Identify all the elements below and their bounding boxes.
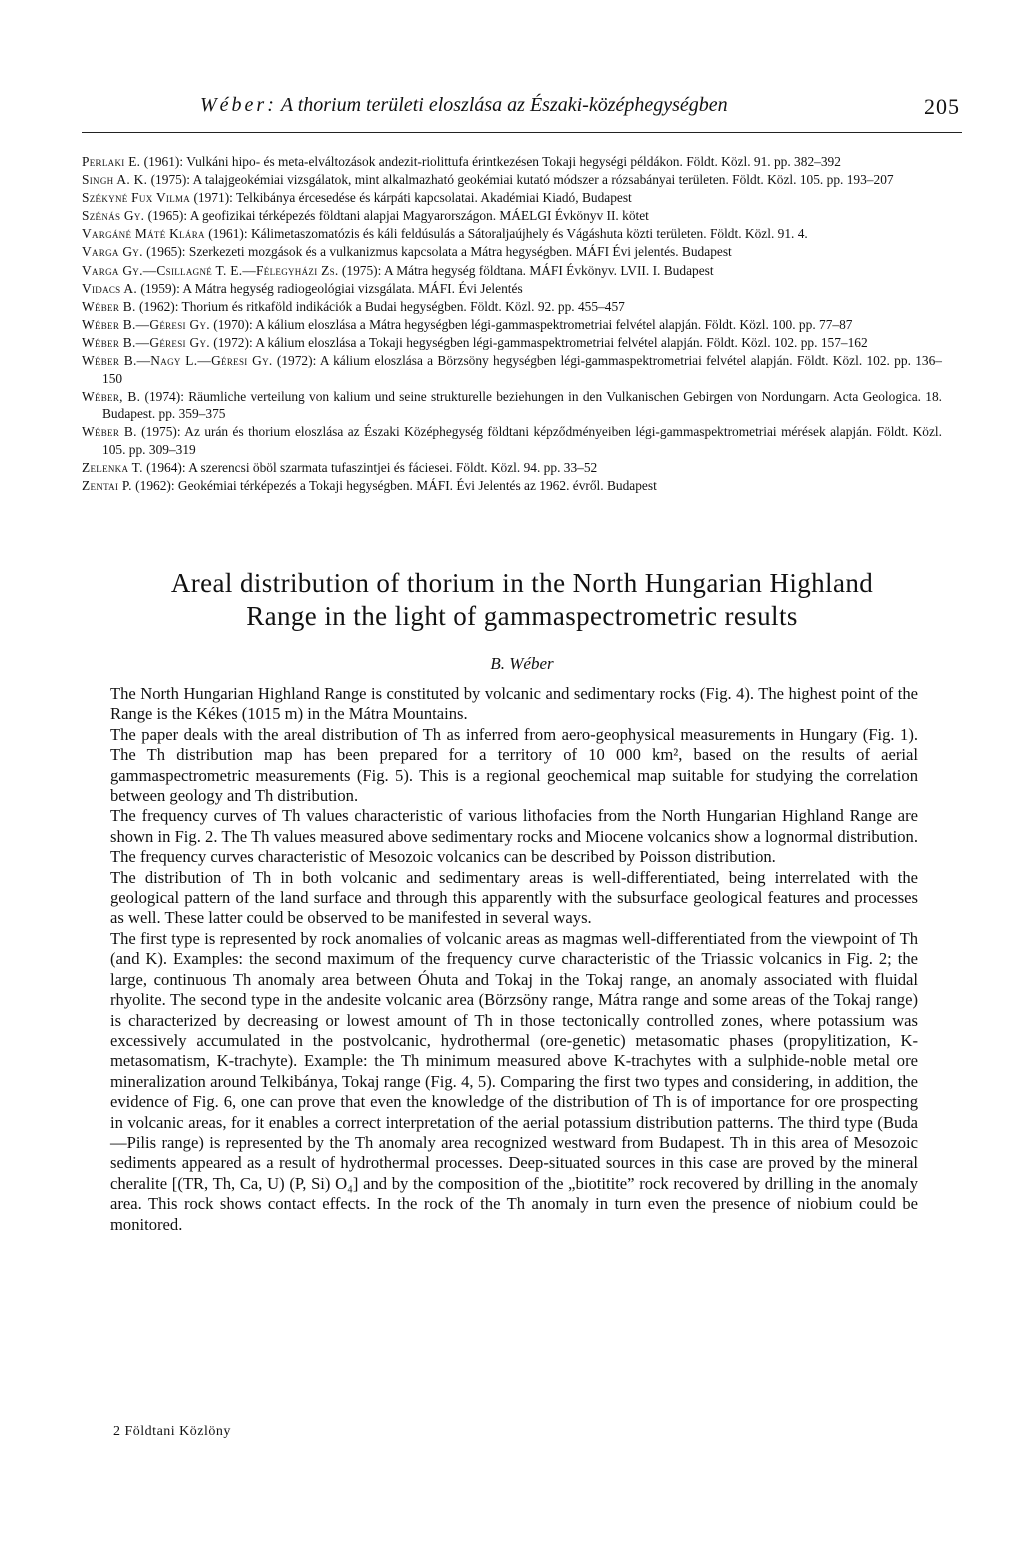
reference-entry <box>82 207 942 225</box>
page-number: 205 <box>924 94 960 119</box>
reference-entry <box>82 316 942 334</box>
reference-text: (1962): Geokémiai térképezés a Tokaji hegységben. MÁFI. Évi Jelentés az 1962. évről. Budapest <box>131 478 657 494</box>
reference-text: (1962): Thorium és ritkaföld indikációk a Budai hegységben. Földt. Közl. 92. pp. 455–457 <box>135 298 625 314</box>
reference-text: (1972): A kálium eloszlása a Börzsöny hegységben légi-gammaspektrometriai felvétel alapján. Földt. Közl. 102. pp. 136–150 <box>102 353 942 386</box>
reference-entry <box>82 262 942 280</box>
reference-entry <box>82 243 942 261</box>
summary-body <box>110 684 918 1235</box>
reference-author: Wéber B. <box>82 298 136 314</box>
body-paragraph: The first type is represented by rock anomalies of volcanic areas as magmas well-differentiated from the viewpoint of Th (and K). Examples: the second maximum of the frequency curve characteristic of the Triassic volcanics in Fig. 2; the large, continuous Th anomaly area between Óhuta and Tokaj in the Tokaj range, an anomaly associated with fluidal rhyolite. The second type in the andesite volcanic area (Börzsöny range, Mátra range and some areas of the Tokaj range) is characterized by decreasing or lowest amount of Th in those tectonically controlled zones, where potassium was excessively accumulated in the postvolcanic, hydrothermal (ore-genetic) metasomatic phases (propylitization, K-metasomatism, K-trachyte). Example: the Th minimum measured above K-trachytes with a sulphide-noble metal ore mineralization around Telkibánya, Tokaj range (Fig. 4, 5). Comparing the first two types and considering, in addition, the evidence of Fig. 6, one can prove that even the knowledge of the distribution of Th is of importance for ore prospecting in volcanic areas, for it enables a correct interpretation of the aerial potassium distribution patterns. The third type (Buda—Pilis range) is represented by the Th anomaly area recognized westward from Budapest. Th in this area of Mesozoic sediments appeared as a result of hydrothermal processes. Deep-situated sources in this case are proved by the mineral cheralite [(TR, Th, Ca, U) (P, Si) O₄] and by the composition of the „biotitite” rock recovered by drilling in the anomaly area. This rock shows contact effects. In the rock of the Th anomaly in turn even the presence of niobium could be monitored. <box>110 928 918 1234</box>
running-head-author: Wéber: <box>200 94 277 116</box>
reference-text: (1975): Az urán és thorium eloszlása az Északi Középhegység földtani képződményeiben légi-gammaspektrometriai mérések alapján. Földt. Közl. 105. pp. 309–319 <box>102 424 942 457</box>
summary-title-line-1: Areal distribution of thorium in the North Hungarian Highland <box>170 568 874 598</box>
reference-text: (1972): A kálium eloszlása a Tokaji hegységben légi-gammaspektrometriai felvétel alapján. Földt. Közl. 102. pp. 157–162 <box>209 334 868 350</box>
reference-entry <box>82 388 942 423</box>
running-head <box>200 94 960 130</box>
body-paragraph: The North Hungarian Highland Range is constituted by volcanic and sedimentary rocks (Fig. 4). The highest point of the Range is the Kékes (1015 m) in the Mátra Mountains. <box>110 684 918 724</box>
reference-entry <box>82 352 942 387</box>
reference-entry <box>82 334 942 352</box>
summary-title-line-2: Range in the light of gammaspectrometric results <box>246 601 798 631</box>
page-footer: 2 Földtani Közlöny <box>113 1424 231 1439</box>
reference-text: (1961): Vulkáni hipo- és meta-elváltozások andezit-riolittufa érintkezésen Tokaji hegységi példákon. Földt. Közl. 91. pp. 382–392 <box>140 154 841 169</box>
reference-entry <box>82 171 942 189</box>
body-paragraph: The paper deals with the areal distribution of Th as inferred from aero-geophysical measurements in Hungary (Fig. 1). The Th distribution map has been prepared for a territory of 10 000 km², based on the results of aerial gammaspectrometric measurements (Fig. 5). This is a regional geochemical map suitable for studying the correlation between geology and Th distribution. <box>110 724 918 806</box>
reference-text: (1965): A geofizikai térképezés földtani alapjai Magyarországon. MÁELGI Évkönyv II. kötet <box>144 208 649 224</box>
reference-text: (1961): Kálimetaszomatózis és káli feldúsulás a Sátoraljaújhely és Vágáshuta közti területen. Földt. Közl. 91. 4. <box>204 226 808 242</box>
reference-author: Varga Gy. <box>82 244 143 260</box>
reference-author: Wéber B.—Nagy L.—Géresi Gy. <box>82 353 273 369</box>
reference-text: (1959): A Mátra hegység radiogeológiai vizsgálata. MÁFI. Évi Jelentés <box>137 280 523 296</box>
reference-entry <box>82 477 942 495</box>
reference-entry <box>82 423 942 458</box>
body-paragraph: The distribution of Th in both volcanic and sedimentary areas is well-differentiated, being interrelated with the geological pattern of the land surface and through this apparently with the subsurface geological features and processes as well. These latter could be observed to be manifested in several ways. <box>110 867 918 928</box>
reference-author: Zelenka T. <box>82 460 143 476</box>
reference-text: (1975): A Mátra hegység földtana. MÁFI Évkönyv. LVII. I. Budapest <box>338 262 714 278</box>
reference-author: Varga Gy.—Csillagné T. E.—Félegyházi Zs. <box>82 262 339 278</box>
reference-entry <box>82 225 942 243</box>
reference-author: Wéber B.—Géresi Gy. <box>82 316 210 332</box>
reference-text: (1974): Räumliche verteilung von kalium und seine strukturelle beziehungen in den Vulkanischen Gebirgen von Nordungarn. Acta Geologica. 18. Budapest. pp. 359–375 <box>102 388 942 422</box>
running-head-title: A thorium területi eloszlása az Északi-középhegységben <box>280 94 728 116</box>
reference-author: Zentai P. <box>82 478 132 494</box>
reference-text: (1975): A talajgeokémiai vizsgálatok, mint alkalmazható geokémiai kutató módszer a rózsabányai területen. Földt. Közl. 105. pp. 193–207 <box>147 172 894 188</box>
summary-title <box>82 567 962 633</box>
reference-author: Singh A. K. <box>82 172 148 188</box>
reference-author: Vidacs A. <box>82 280 138 296</box>
reference-author: Wéber B. <box>82 424 137 440</box>
reference-text: (1964): A szerencsi öböl szarmata tufaszintjei és fáciesei. Földt. Közl. 94. pp. 33–52 <box>142 460 598 476</box>
reference-text: (1971): Telkibánya ércesedése és kárpáti kapcsolatai. Akadémiai Kiadó, Budapest <box>190 190 632 206</box>
reference-text: (1965): Szerkezeti mozgások és a vulkanizmus kapcsolata a Mátra hegységben. MÁFI Évi jelentés. Budapest <box>142 244 732 260</box>
reference-text: (1970): A kálium eloszlása a Mátra hegységben légi-gammaspektrometriai felvétel alapján. Földt. Közl. 100. pp. 77–87 <box>209 316 853 332</box>
header-rule <box>82 132 962 133</box>
summary-author: B. Wéber <box>490 654 554 673</box>
reference-author: Székyné Fux Vilma <box>82 190 191 206</box>
reference-author: Szénás Gy. <box>82 208 145 224</box>
reference-author: Wéber B.—Géresi Gy. <box>82 334 210 350</box>
reference-author: Perlaki E. <box>82 154 141 169</box>
reference-entry <box>82 459 942 477</box>
reference-entry <box>82 153 942 171</box>
reference-entry <box>82 189 942 207</box>
reference-entry <box>82 280 942 298</box>
reference-list <box>82 153 942 495</box>
reference-author: Wéber, B. <box>82 388 141 404</box>
reference-entry <box>82 298 942 316</box>
body-paragraph: The frequency curves of Th values characteristic of various lithofacies from the North Hungarian Highland Range are shown in Fig. 2. The Th values measured above sedimentary rocks and Miocene volcanics show a lognormal distribution. The frequency curves characteristic of Mesozoic volcanics can be described by Poisson distribution. <box>110 806 918 867</box>
reference-author: Vargáné Máté Klára <box>82 226 205 242</box>
